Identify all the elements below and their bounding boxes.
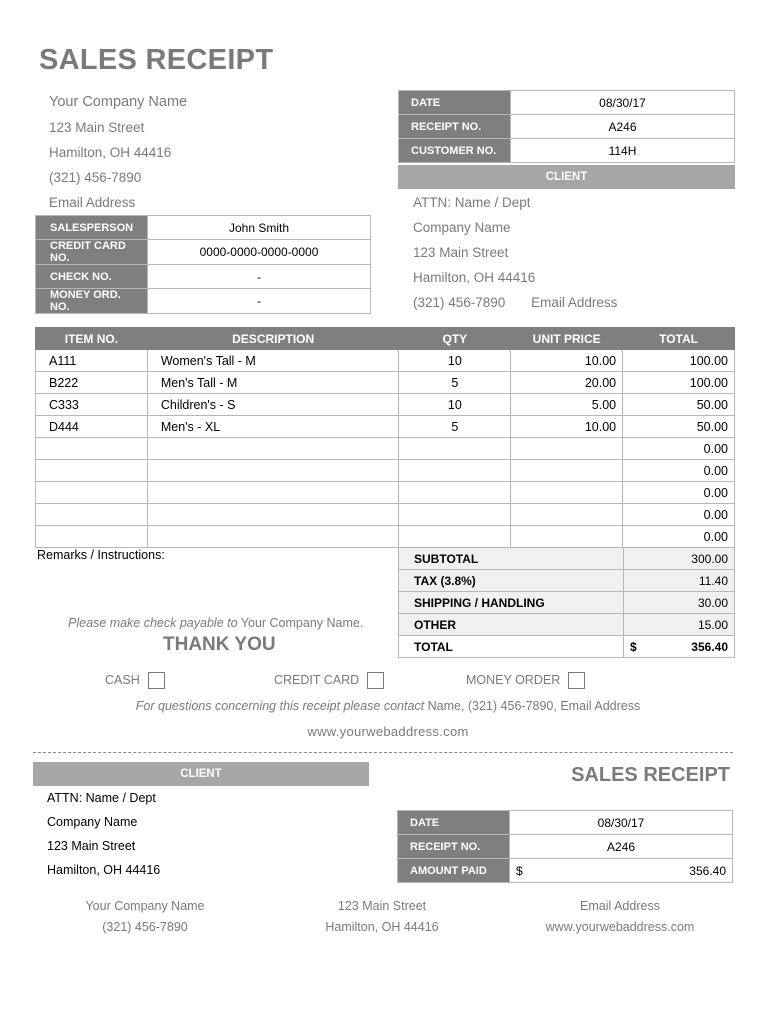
unit-price-cell[interactable] (511, 526, 623, 548)
line-total-cell: 0.00 (623, 482, 735, 504)
footer-phone: (321) 456-7890 (102, 920, 188, 934)
company-info (49, 90, 369, 215)
unit-price-cell[interactable] (511, 504, 623, 526)
subtotal-value: 300.00 (624, 548, 735, 570)
money-order-value[interactable]: - (148, 289, 371, 314)
tax-label: TAX (3.8%) (399, 570, 624, 592)
credit-card-checkbox[interactable] (367, 672, 384, 689)
stub-client-info (47, 786, 160, 882)
table-row (36, 526, 735, 548)
qty-cell[interactable]: 10 (399, 350, 511, 372)
qty-cell[interactable] (399, 526, 511, 548)
stub-paid-label: AMOUNT PAID (398, 859, 510, 883)
description-cell[interactable] (147, 526, 399, 548)
description-cell[interactable] (147, 482, 399, 504)
item-no-cell[interactable]: D444 (36, 416, 148, 438)
item-no-cell[interactable] (36, 526, 148, 548)
item-no-cell[interactable]: B222 (36, 372, 148, 394)
footer-company-name: Your Company Name (85, 899, 205, 913)
tax-value: 11.40 (624, 570, 735, 592)
description-cell[interactable]: Children's - S (147, 394, 399, 416)
client-info (413, 190, 733, 315)
line-total-cell: 0.00 (623, 460, 735, 482)
unit-price-cell[interactable]: 20.00 (511, 372, 623, 394)
description-cell[interactable] (147, 438, 399, 460)
check-no-value[interactable]: - (148, 265, 371, 289)
unit-price-cell[interactable] (511, 460, 623, 482)
remarks-label: Remarks / Instructions: (37, 548, 165, 562)
description-cell[interactable] (147, 460, 399, 482)
client-attn: ATTN: Name / Dept (413, 195, 531, 210)
unit-price-cell[interactable]: 10.00 (511, 350, 623, 372)
company-street: 123 Main Street (49, 120, 145, 135)
salesperson-value[interactable]: John Smith (148, 216, 371, 240)
unit-price-cell[interactable]: 10.00 (511, 416, 623, 438)
table-row (36, 372, 735, 394)
totals-table (398, 547, 735, 658)
client-email: Email Address (531, 295, 618, 310)
description-cell[interactable] (147, 504, 399, 526)
footer-col-2 (282, 896, 482, 938)
questions-note (0, 699, 776, 713)
shipping-label: SHIPPING / HANDLING (399, 592, 624, 614)
table-row (36, 504, 735, 526)
table-row (36, 438, 735, 460)
item-no-cell[interactable] (36, 460, 148, 482)
payment-info-table (35, 215, 371, 314)
company-phone: (321) 456-7890 (49, 170, 142, 185)
method-money-order (466, 672, 585, 689)
customer-no-label: CUSTOMER NO. (399, 139, 511, 163)
qty-cell[interactable] (399, 504, 511, 526)
line-total-cell: 100.00 (623, 350, 735, 372)
client-company: Company Name (413, 220, 511, 235)
line-total-cell: 100.00 (623, 372, 735, 394)
col-qty: QTY (399, 328, 511, 350)
stub-date-label: DATE (398, 811, 510, 835)
item-no-cell[interactable]: A111 (36, 350, 148, 372)
stub-client-header: CLIENT (33, 762, 369, 786)
receipt-info-table (398, 90, 735, 163)
shipping-value[interactable]: 30.00 (624, 592, 735, 614)
footer-col-1 (45, 896, 245, 938)
stub-title: SALES RECEIPT (571, 764, 730, 786)
total-value-cell (624, 636, 735, 658)
line-total-cell: 0.00 (623, 504, 735, 526)
table-row (36, 394, 735, 416)
table-row (36, 482, 735, 504)
col-description: DESCRIPTION (147, 328, 399, 350)
item-no-cell[interactable]: C333 (36, 394, 148, 416)
item-no-cell[interactable] (36, 504, 148, 526)
stub-client-attn: ATTN: Name / Dept (47, 791, 156, 805)
total-label: TOTAL (399, 636, 624, 658)
qty-cell[interactable] (399, 460, 511, 482)
customer-no-value[interactable]: 114H (511, 139, 735, 163)
payable-note: Please make check payable to Your Company Name. (68, 616, 364, 630)
page-title: SALES RECEIPT (39, 44, 274, 76)
salesperson-label: SALESPERSON (36, 216, 148, 240)
table-row (36, 350, 735, 372)
questions-contact: Name, (321) 456-7890, Email Address (427, 699, 641, 713)
receipt-no-value[interactable]: A246 (511, 115, 735, 139)
client-city: Hamilton, OH 44416 (413, 270, 536, 285)
other-label: OTHER (399, 614, 624, 636)
description-cell[interactable]: Men's Tall - M (147, 372, 399, 394)
item-no-cell[interactable] (36, 482, 148, 504)
subtotal-label: SUBTOTAL (399, 548, 624, 570)
col-item-no: ITEM NO. (36, 328, 148, 350)
date-label: DATE (399, 91, 511, 115)
footer-col-3 (520, 896, 720, 938)
method-credit-label: CREDIT CARD (274, 672, 360, 687)
thank-you: THANK YOU (163, 634, 276, 655)
method-cash (105, 672, 165, 689)
client-street: 123 Main Street (413, 245, 509, 260)
description-cell[interactable]: Women's Tall - M (147, 350, 399, 372)
qty-cell[interactable]: 10 (399, 394, 511, 416)
date-value[interactable]: 08/30/17 (511, 91, 735, 115)
questions-note-text: For questions concerning this receipt please contact (135, 699, 425, 713)
line-total-cell: 50.00 (623, 416, 735, 438)
total-currency: $ (630, 639, 637, 654)
stub-client-city: Hamilton, OH 44416 (47, 863, 161, 877)
footer-web[interactable]: www.yourwebaddress.com (545, 920, 695, 934)
receipt-no-label: RECEIPT NO. (399, 115, 511, 139)
col-unit-price: UNIT PRICE (511, 328, 623, 350)
unit-price-cell[interactable] (511, 438, 623, 460)
col-total: TOTAL (623, 328, 735, 350)
payable-company: Your Company Name (240, 616, 360, 630)
method-money-order-label: MONEY ORDER (466, 672, 561, 687)
money-order-label: MONEY ORD. NO. (36, 289, 148, 314)
qty-cell[interactable] (399, 438, 511, 460)
stub-client-street: 123 Main Street (47, 839, 136, 853)
stub-receipt-label: RECEIPT NO. (398, 835, 510, 859)
cash-checkbox[interactable] (148, 672, 165, 689)
footer-city: Hamilton, OH 44416 (325, 920, 439, 934)
items-table (35, 327, 735, 548)
stub-paid-value[interactable]: 356.40 (689, 863, 726, 878)
client-phone: (321) 456-7890 (413, 295, 506, 310)
line-total-cell: 50.00 (623, 394, 735, 416)
credit-card-label: CREDIT CARD NO. (36, 240, 148, 265)
stub-date-value[interactable]: 08/30/17 (510, 811, 733, 835)
description-cell[interactable]: Men's - XL (147, 416, 399, 438)
stub-table (397, 810, 733, 883)
total-value: 356.40 (691, 639, 728, 654)
other-value[interactable]: 15.00 (624, 614, 735, 636)
credit-card-value[interactable]: 0000-0000-0000-0000 (148, 240, 371, 265)
qty-cell[interactable] (399, 482, 511, 504)
unit-price-cell[interactable] (511, 482, 623, 504)
company-email: Email Address (49, 195, 136, 210)
footer-street: 123 Main Street (337, 899, 427, 913)
cut-line (33, 752, 733, 753)
line-total-cell: 0.00 (623, 438, 735, 460)
unit-price-cell[interactable]: 5.00 (511, 394, 623, 416)
footer-email: Email Address (580, 899, 660, 913)
line-total-cell: 0.00 (623, 526, 735, 548)
table-row (36, 416, 735, 438)
stub-paid-cell (510, 859, 733, 883)
payable-note-text: Please make check payable to (68, 616, 238, 630)
company-name: Your Company Name (49, 94, 188, 110)
stub-paid-currency: $ (516, 863, 523, 878)
method-credit (274, 672, 384, 689)
stub-client-company: Company Name (47, 815, 138, 829)
stub-receipt-value[interactable]: A246 (510, 835, 733, 859)
qty-cell[interactable]: 5 (399, 372, 511, 394)
item-no-cell[interactable] (36, 438, 148, 460)
website[interactable]: www.yourwebaddress.com (307, 724, 469, 739)
money-order-checkbox[interactable] (568, 672, 585, 689)
check-no-label: CHECK NO. (36, 265, 148, 289)
company-city: Hamilton, OH 44416 (49, 145, 172, 160)
method-cash-label: CASH (105, 672, 140, 687)
qty-cell[interactable]: 5 (399, 416, 511, 438)
client-header: CLIENT (398, 165, 735, 189)
table-row (36, 460, 735, 482)
